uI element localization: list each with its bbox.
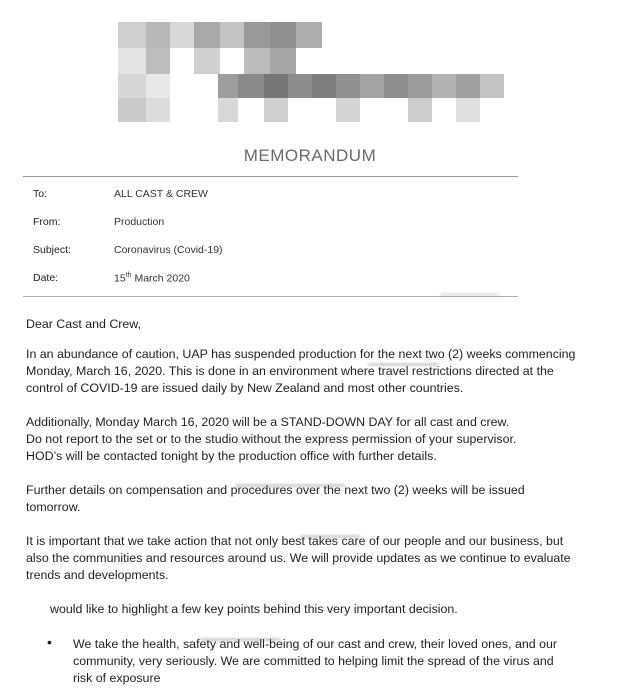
redaction-pixel [336,98,360,122]
paragraph-line: also the communities and resources around us. We will provide updates as we continue to evaluate [26,551,571,565]
redaction-pixel [360,74,384,98]
paragraph-line: Monday, March 16, 2020. This is done in an environment where travel restrictions directed at the [26,364,554,378]
redaction-pixel [218,74,238,98]
paragraph-line: HOD’s will be contacted tonight by the production office with further details. [26,449,437,463]
paragraph-2 [26,414,606,465]
redaction-pixel [312,74,336,98]
paragraph-line: Do not report to the set or to the studio without the express permission of your supervisor. [26,432,517,446]
date-value [114,272,190,285]
paragraph-5 [50,601,610,618]
to-value: ALL CAST & CREW [114,188,208,200]
redaction-pixel [194,48,220,74]
scan-smudge [440,293,500,296]
scan-smudge [368,363,438,366]
paragraph-1 [26,346,606,397]
redaction-pixel [146,48,170,74]
to-label: To: [33,188,48,200]
paragraph-3 [26,482,606,516]
redaction-pixel [288,74,312,98]
redaction-pixel [118,48,146,74]
scan-smudge [300,535,360,538]
redaction-pixel [118,74,146,98]
paragraph-line: tomorrow. [26,500,81,514]
from-label: From: [33,216,61,228]
from-value: Production [114,216,165,228]
redaction-pixel [220,22,244,48]
date-day: 15 [114,272,126,285]
redaction-pixel [480,74,504,98]
redaction-pixel [270,48,296,74]
header-top-rule [23,176,518,177]
subject-label: Subject: [33,244,71,256]
date-label: Date: [33,272,59,284]
paragraph-4 [26,533,606,584]
subject-value: Coronavirus (Covid-19) [114,244,223,256]
redaction-pixel [456,98,480,122]
redaction-pixel [244,22,270,48]
paragraph-line: In an abundance of caution, UAP has suspended production for the next two (2) weeks commencing [26,347,576,361]
paragraph-line: Additionally, Monday March 16, 2020 will be a STAND-DOWN DAY for all cast and crew. [26,415,510,429]
redaction-pixel [146,98,170,122]
paragraph-line: control of COVID-19 are issued daily by New Zealand and most other countries. [26,381,464,395]
redaction-pixel [146,74,170,98]
redaction-pixel [336,74,360,98]
paragraph-line: It is important that we take action that not only best takes care of our people and our business, but [26,534,564,548]
redaction-pixel [296,22,322,48]
bullet-line: risk of exposure [73,671,161,685]
redaction-pixel [408,74,432,98]
bullet-line: We take the health, safety and well-being of our cast and crew, their loved ones, and our [73,637,557,651]
redaction-pixel [238,74,264,98]
paragraph-line: Further details on compensation and procedures over the next two (2) weeks will be issued [26,483,525,497]
header-bottom-rule [23,296,518,297]
paragraph-line: trends and developments. [26,568,169,582]
paragraph-line: would like to highlight a few key points behind this very important decision. [50,602,458,616]
redaction-pixel [264,98,288,122]
redaction-pixel [170,22,194,48]
redaction-pixel [118,22,146,48]
bullet-item-1 [73,636,613,687]
redaction-pixel [218,98,238,122]
date-rest: March 2020 [131,272,190,285]
bullet-line: community, very seriously. We are committed to helping limit the spread of the virus and [73,654,554,668]
scan-smudge [235,484,345,487]
redacted-letterhead [118,22,518,122]
scan-smudge [200,638,280,641]
salutation-text: Dear Cast and Crew, [26,317,142,331]
bullet-dot-icon: • [47,634,52,650]
salutation [26,316,606,333]
redaction-pixel [270,22,296,48]
redaction-pixel [146,22,170,48]
redaction-pixel [384,74,408,98]
redaction-pixel [194,22,220,48]
memo-title: MEMORANDUM [243,146,377,165]
redaction-pixel [244,48,270,74]
redaction-pixel [118,98,146,122]
redaction-pixel [264,74,288,98]
redaction-pixel [432,74,456,98]
redaction-pixel [408,98,432,122]
redaction-pixel [456,74,480,98]
date-suffix: th [125,272,132,279]
